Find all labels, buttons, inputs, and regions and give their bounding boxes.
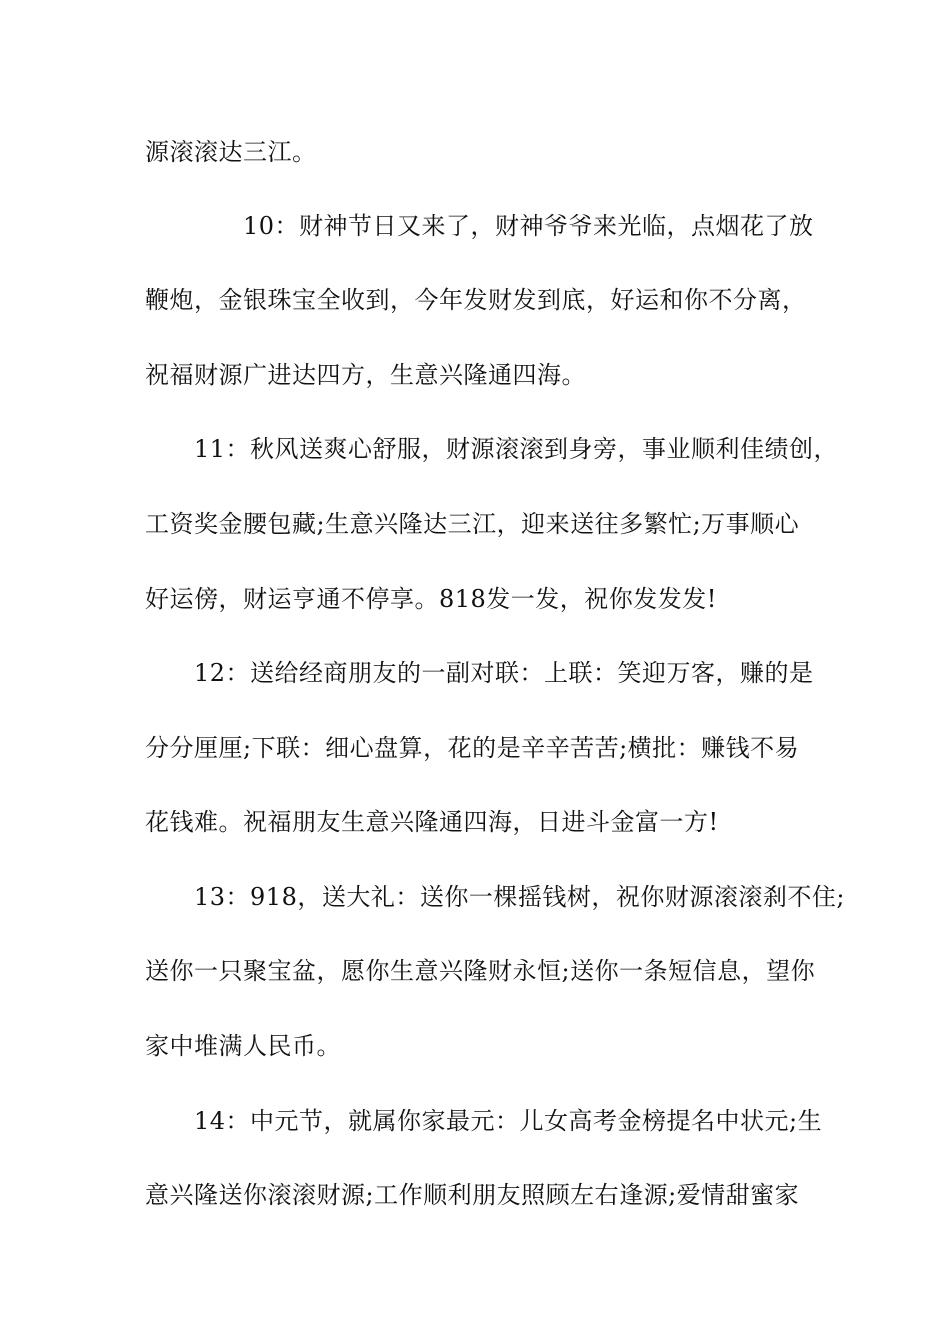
text-line: 家中堆满人民币。: [145, 1032, 341, 1060]
text-line: 意兴隆送你滚滚财源;工作顺利朋友照顾左右逢源;爱情甜蜜家: [145, 1181, 800, 1209]
text-line: 源滚滚达三江。: [145, 138, 317, 166]
text-line: 好运傍，财运亨通不停享。818发一发，祝你发发发!: [145, 585, 717, 613]
text-line: 11：秋风送爽心舒服，财源滚滚到身旁，事业顺利佳绩创，: [194, 435, 839, 463]
text-line: 10：财神节日又来了，财神爷爷来光临，点烟花了放: [243, 212, 814, 240]
text-line: 13：918，送大礼：送你一棵摇钱树，祝你财源滚滚刹不住;: [194, 883, 845, 911]
text-line: 分分厘厘;下联：细心盘算，花的是辛辛苦苦;横批：赚钱不易: [145, 734, 800, 762]
text-line: 祝福财源广进达四方，生意兴隆通四海。: [145, 361, 586, 389]
text-line: 工资奖金腰包藏;生意兴隆达三江，迎来送往多繁忙;万事顺心: [145, 510, 800, 538]
text-line: 14：中元节，就属你家最元：儿女高考金榜提名中状元;生: [194, 1107, 823, 1135]
text-line: 花钱难。祝福朋友生意兴隆通四海，日进斗金富一方!: [145, 808, 719, 836]
text-line: 12：送给经商朋友的一副对联：上联：笑迎万客，赚的是: [194, 659, 814, 687]
text-line: 送你一只聚宝盆，愿你生意兴隆财永恒;送你一条短信息，望你: [145, 957, 816, 985]
text-line: 鞭炮，金银珠宝全收到，今年发财发到底，好运和你不分离，: [145, 286, 807, 314]
